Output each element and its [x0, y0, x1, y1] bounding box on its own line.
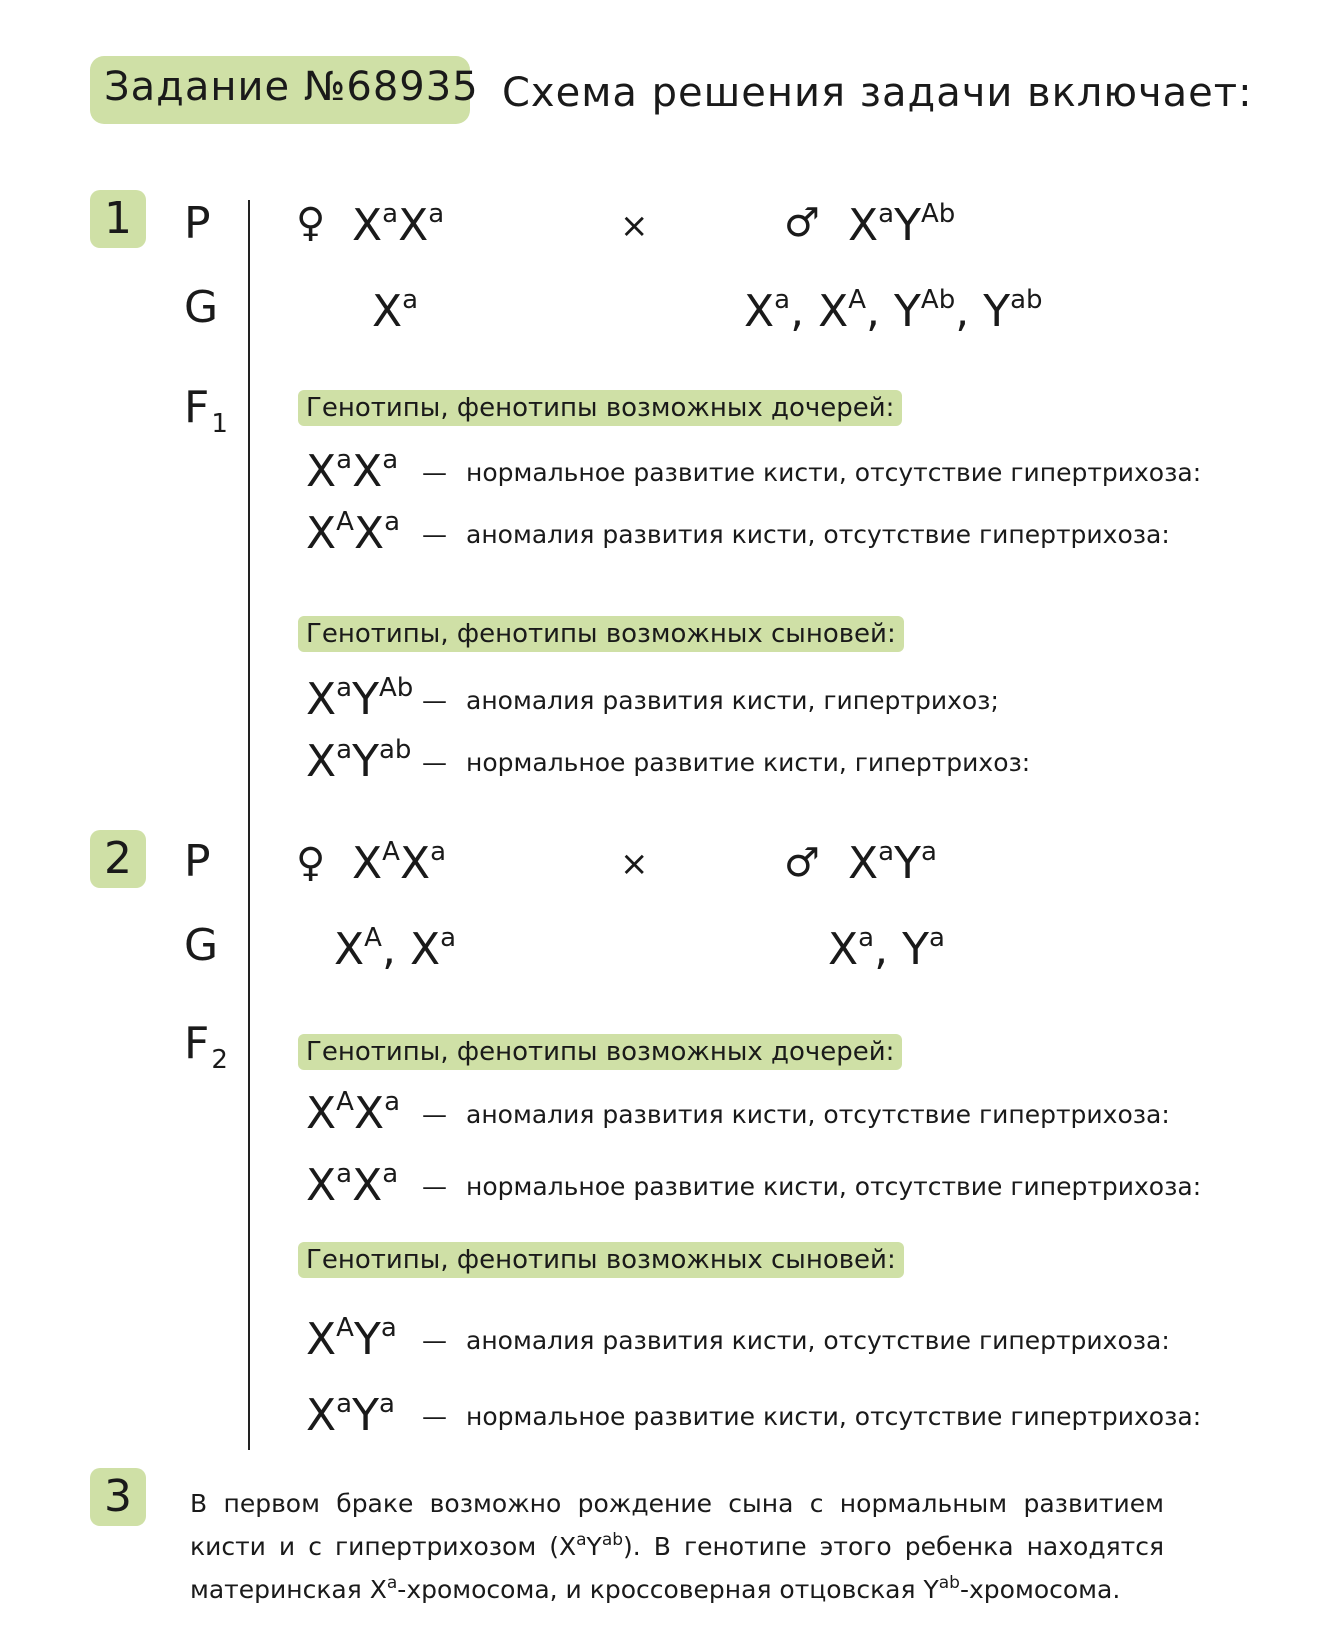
dash: — — [422, 748, 447, 777]
step-number-2: 2 — [90, 830, 146, 888]
mother-gametes: $X^A$, $X^a$ — [334, 923, 457, 975]
phenotype-description: аномалия развития кисти, отсутствие гипертрихоза: — [466, 1326, 1170, 1355]
venus-icon: ♀ — [296, 200, 326, 246]
daughters-header: Генотипы, фенотипы возможных дочерей: — [298, 390, 902, 426]
dash: — — [422, 458, 447, 487]
row-label-f1: $F_1$ — [184, 382, 228, 439]
phenotype-description: нормальное развитие кисти, гипертрихоз: — [466, 748, 1031, 777]
task-title: Задание №68935 — [104, 64, 479, 110]
row-label-p: P — [184, 836, 211, 887]
conclusion-text: В первом браке возможно рождение сына с нормальным развитием кисти и с гипертрихозом $(X^aY^{ab})$. В генотипе этого ребенка находятся материнская $X^a$-хромосома, и кроссоверная отцовская $Y^{ab}$-хромосома. — [190, 1489, 1164, 1604]
row-label-g: G — [184, 920, 219, 971]
offspring-genotype: $X^aY^{ab}$ — [306, 735, 412, 787]
mother-genotype: $X^AX^a$ — [352, 837, 447, 889]
offspring-genotype: $X^AX^a$ — [306, 1087, 401, 1139]
offspring-genotype: $X^AX^a$ — [306, 507, 401, 559]
dash: — — [422, 520, 447, 549]
dash: — — [422, 1172, 447, 1201]
daughters-header: Генотипы, фенотипы возможных дочерей: — [298, 1034, 902, 1070]
mother-genotype: $X^aX^a$ — [352, 199, 445, 251]
cross-sign: × — [620, 844, 649, 884]
offspring-genotype: $X^aX^a$ — [306, 1159, 399, 1211]
step-number-1: 1 — [90, 190, 146, 248]
row-label-f2: $F_2$ — [184, 1018, 228, 1075]
offspring-genotype: $X^AY^a$ — [306, 1313, 397, 1365]
cross-sign: × — [620, 206, 649, 246]
father-gametes: $X^a$, $Y^a$ — [828, 923, 945, 975]
phenotype-description: нормальное развитие кисти, отсутствие гипертрихоза: — [466, 1402, 1202, 1431]
dash: — — [422, 1402, 447, 1431]
mother-gametes: $X^a$ — [372, 285, 419, 337]
dash: — — [422, 1100, 447, 1129]
offspring-genotype: $X^aX^a$ — [306, 445, 399, 497]
step-number-3: 3 — [90, 1468, 146, 1526]
offspring-genotype: $X^aY^{Ab}$ — [306, 673, 414, 725]
scheme-title: Схема решения задачи включает: — [502, 70, 1253, 116]
father-genotype: $X^aY^{Ab}$ — [848, 199, 956, 251]
row-label-p: P — [184, 198, 211, 249]
phenotype-description: аномалия развития кисти, отсутствие гипертрихоза: — [466, 1100, 1170, 1129]
dash: — — [422, 686, 447, 715]
row-label-g: G — [184, 282, 219, 333]
sons-header: Генотипы, фенотипы возможных сыновей: — [298, 1242, 904, 1278]
venus-icon: ♀ — [296, 840, 326, 886]
sons-header: Генотипы, фенотипы возможных сыновей: — [298, 616, 904, 652]
father-genotype: $X^aY^a$ — [848, 837, 937, 889]
phenotype-description: аномалия развития кисти, отсутствие гипертрихоза: — [466, 520, 1170, 549]
dash: — — [422, 1326, 447, 1355]
scheme-divider — [248, 200, 250, 1450]
mars-icon: ♂ — [784, 200, 820, 246]
phenotype-description: нормальное развитие кисти, отсутствие гипертрихоза: — [466, 1172, 1202, 1201]
phenotype-description: нормальное развитие кисти, отсутствие гипертрихоза: — [466, 458, 1202, 487]
phenotype-description: аномалия развития кисти, гипертрихоз; — [466, 686, 999, 715]
offspring-genotype: $X^aY^a$ — [306, 1389, 395, 1441]
father-gametes: $X^a$, $X^A$, $Y^{Ab}$, $Y^{ab}$ — [744, 285, 1043, 337]
mars-icon: ♂ — [784, 840, 820, 886]
